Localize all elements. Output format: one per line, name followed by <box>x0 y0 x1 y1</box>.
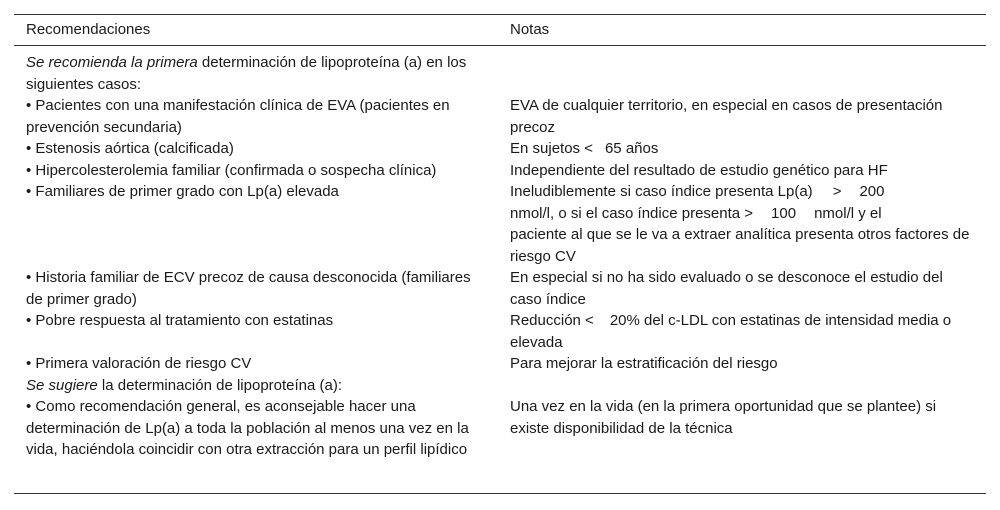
table-row-note: Independiente del resultado de estudio genético para HF <box>510 162 888 179</box>
section2-intro <box>26 375 486 397</box>
table-row-note <box>510 138 975 160</box>
table-row-note: En especial si no ha sido evaluado o se desconoce el estudio del caso índice <box>510 269 943 308</box>
table-row-note: Una vez en la vida (en la primera oportunidad que se plantee) si existe disponibilidad de la técnica <box>510 398 937 437</box>
table-row-rec: • Estenosis aórtica (calcificada) <box>26 140 234 157</box>
table-row-rec: • Pobre respuesta al tratamiento con estatinas <box>26 312 334 329</box>
table-row-rec: • Historia familiar de ECV precoz de causa desconocida (familiares de primer grado) <box>26 269 471 308</box>
note-part: Reducción < <box>510 312 594 329</box>
note-part: 20% del c-LDL con estatinas de intensidad media o elevada <box>510 312 952 351</box>
section1-intro-rest: determinación de lipoproteína (a) en los siguientes casos: <box>26 54 467 93</box>
note-part: nmol/l, o si el caso índice presenta > <box>510 204 754 222</box>
table-header <box>14 15 986 46</box>
table-row-note <box>510 310 975 353</box>
header-recommendations: Recomendaciones <box>26 21 151 38</box>
table-body <box>14 46 986 494</box>
note-part: 200 <box>859 183 885 200</box>
note-line <box>510 203 975 225</box>
table-row-rec: • Primera valoración de riesgo CV <box>26 355 252 372</box>
table-row-note: Para mejorar la estratificación del riesgo <box>510 355 778 372</box>
note-part: 65 años <box>604 140 659 157</box>
note-part: > <box>832 183 842 200</box>
table-row-note: EVA de cualquier territorio, en especial en casos de presentación precoz <box>510 97 943 136</box>
table-row-rec: • Hipercolesterolemia familiar (confirmada o sospecha clínica) <box>26 162 437 179</box>
note-part: 100 <box>771 204 797 222</box>
table-row-rec: • Pacientes con una manifestación clínica de EVA (pacientes en prevención secundaria) <box>26 97 450 136</box>
note-part: En sujetos < <box>510 140 593 157</box>
section1-intro <box>26 52 486 95</box>
table-row-rec: • Como recomendación general, es aconsejable hacer una determinación de Lp(a) a toda la población al menos una vez en la vida, haciéndola coincidir con otra extracción para un perfil lipídico <box>26 398 469 458</box>
section2-intro-rest: la determinación de lipoproteína (a): <box>97 377 343 394</box>
table-row-note <box>510 181 975 267</box>
note-line: paciente al que se le va a extraer analítica presenta otros factores de riesgo CV <box>510 226 970 265</box>
section1-intro-italic: Se recomienda la primera <box>26 54 198 71</box>
table-row-rec: • Familiares de primer grado con Lp(a) elevada <box>26 183 339 200</box>
note-line <box>510 181 975 203</box>
note-part: nmol/l y el <box>814 204 882 222</box>
note-part: Ineludiblemente si caso índice presenta Lp(a) <box>510 183 813 200</box>
section2-intro-italic: Se sugiere <box>26 377 98 394</box>
recommendations-table <box>14 14 986 494</box>
header-notes: Notas <box>510 21 550 38</box>
